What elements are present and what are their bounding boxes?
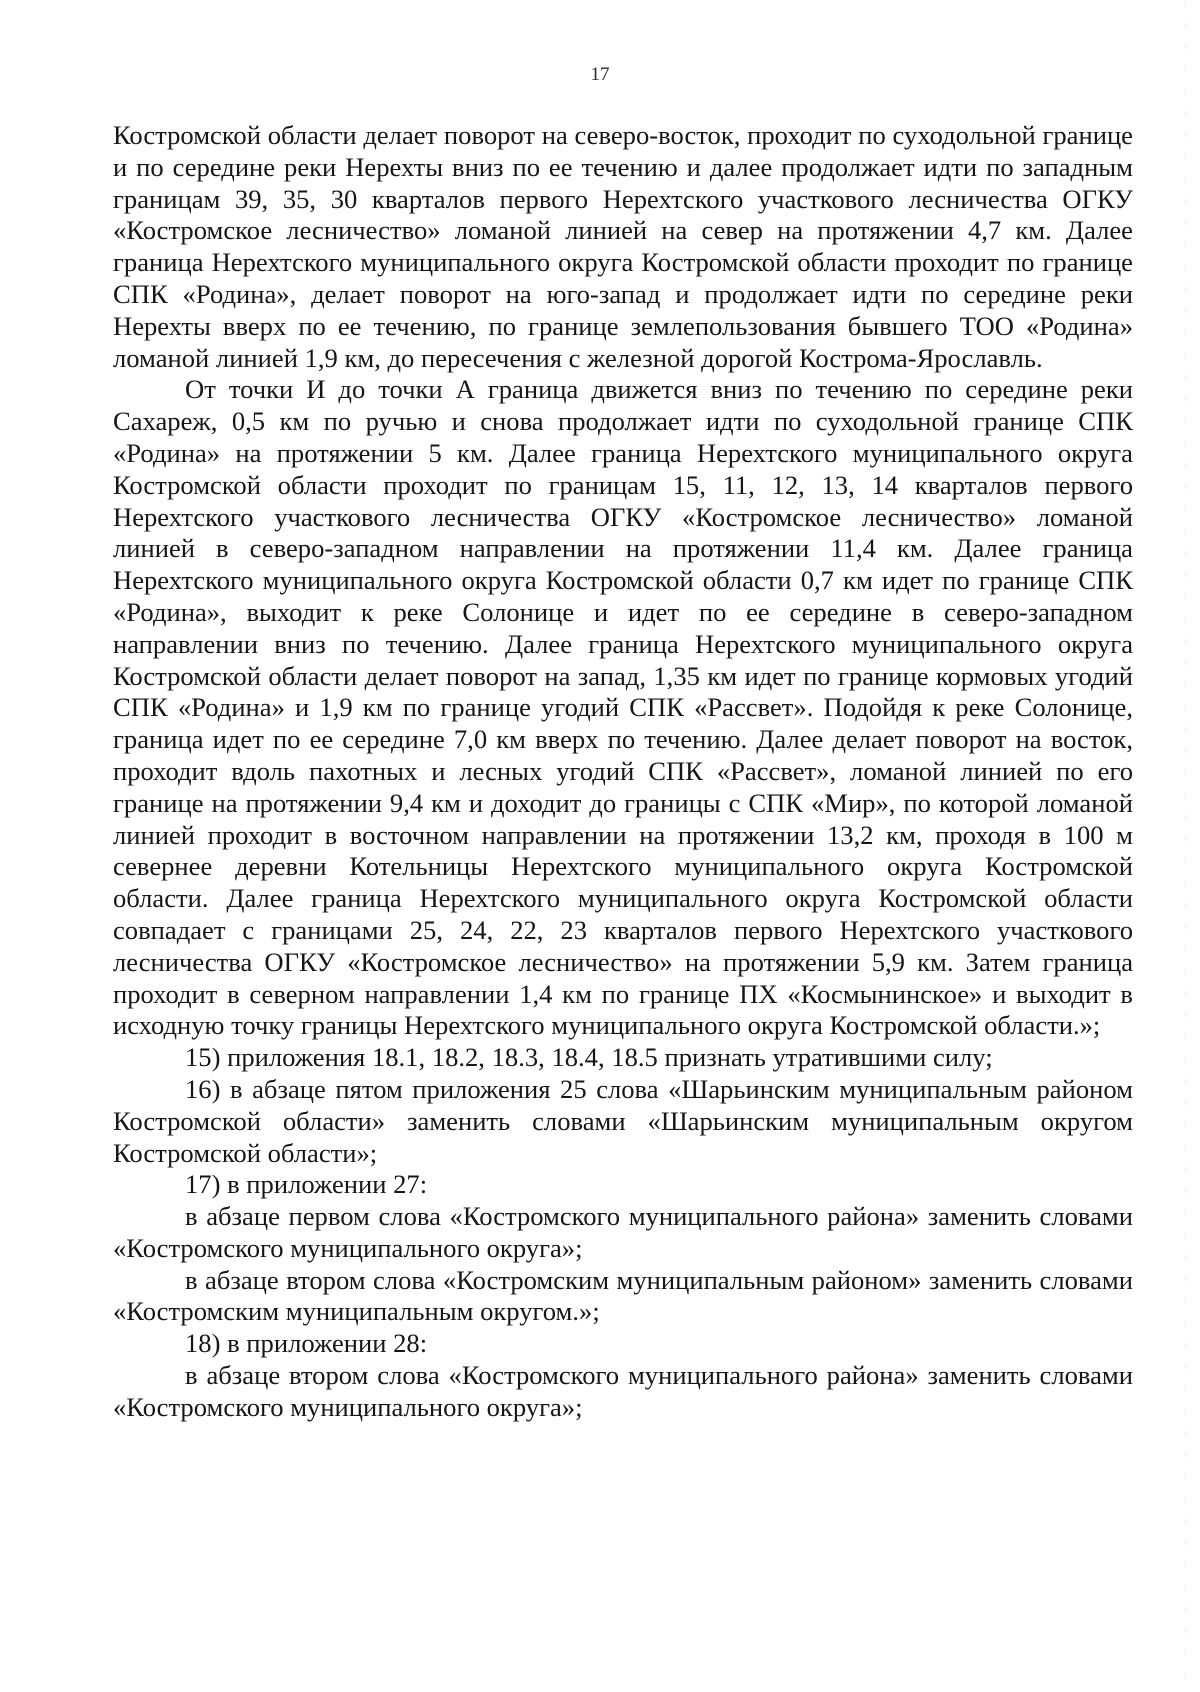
paragraph-item-16: 16) в абзаце пятом приложения 25 слова «Шарьинским муниципальным районом Костромской области» заменить словами «Шарьинским муниципальным округом Костромской области»;: [113, 1073, 1133, 1168]
document-body: [113, 120, 1133, 1424]
paragraph-item-18-second: в абзаце втором слова «Костромского муниципального района» заменить словами «Костромского муниципального округа»;: [113, 1360, 1133, 1422]
paragraph-item-15: 15) приложения 18.1, 18.2, 18.3, 18.4, 18.5 признать утратившими силу;: [185, 1042, 993, 1073]
paragraph-boundary-continuation: Костромской области делает поворот на северо-восток, проходит по суходольной границе и по середине реки Нерехты вниз по ее течению и далее продолжает идти по западным границам 39, 35, 30 кварталов первого Нерехтского участкового лесничества ОГКУ «Костромское лесничество» ломаной линией на север на протяжении 4,7 км. Далее граница Нерехтского муниципального округа Костромской области проходит по границе СПК «Родина», делает поворот на юго-запад и продолжает идти по середине реки Нерехты вверх по ее течению, по границе землепользования бывшего ТОО «Родина» ломаной линией 1,9 км, до пересечения с железной дорогой Кострома-Ярославль.: [113, 120, 1133, 373]
paragraph-item-17: 17) в приложении 27:: [185, 1169, 428, 1200]
paragraph-item-18: 18) в приложении 28:: [185, 1328, 428, 1359]
paragraph-item-17-first: в абзаце первом слова «Костромского муниципального района» заменить словами «Костромского муниципального округа»;: [113, 1201, 1133, 1263]
scan-edge-artifact: [1185, 0, 1186, 1692]
paragraph-item-17-second: в абзаце втором слова «Костромским муниципальным районом» заменить словами «Костромским муниципальным округом.»;: [113, 1264, 1133, 1327]
paragraph-boundary-from-i-to-a: От точки И до точки А граница движется вниз по течению по середине реки Сахареж, 0,5 км по ручью и снова продолжает идти по суходольной границе СПК «Родина» на протяжении 5 км. Далее граница Нерехтского муниципального округа Костромской области проходит по границам 15, 11, 12, 13, 14 кварталов первого Нерехтского участкового лесничества ОГКУ «Костромское лесничество» ломаной линией в северо-западном направлении на протяжении 11,4 км. Далее граница Нерехтского муниципального округа Костромской области 0,7 км идет по границе СПК «Родина», выходит к реке Солонице и идет по ее середине в северо-западном направлении вниз по течению. Далее граница Нерехтского муниципального округа Костромской области делает поворот на запад, 1,35 км идет по границе кормовых угодий СПК «Родина» и 1,9 км по границе угодий СПК «Рассвет». Подойдя к реке Солонице, граница идет по ее середине 7,0 км вверх по течению. Далее делает поворот на восток, проходит вдоль пахотных и лесных угодий СПК «Рассвет», ломаной линией по его границе на протяжении 9,4 км и доходит до границы с СПК «Мир», по которой ломаной линией проходит в восточном направлении на протяжении 13,2 км, проходя в 100 м севернее деревни Котельницы Нерехтского муниципального округа Костромской области. Далее граница Нерехтского муниципального округа Костромской области совпадает с границами 25, 24, 22, 23 кварталов первого Нерехтского участкового лесничества ОГКУ «Костромское лесничество» на протяжении 5,9 км. Затем граница проходит в северном направлении 1,4 км по границе ПХ «Космынинское» и выходит в исходную точку границы Нерехтского муниципального округа Костромской области.»;: [113, 374, 1133, 1041]
page-number: 17: [590, 64, 610, 85]
